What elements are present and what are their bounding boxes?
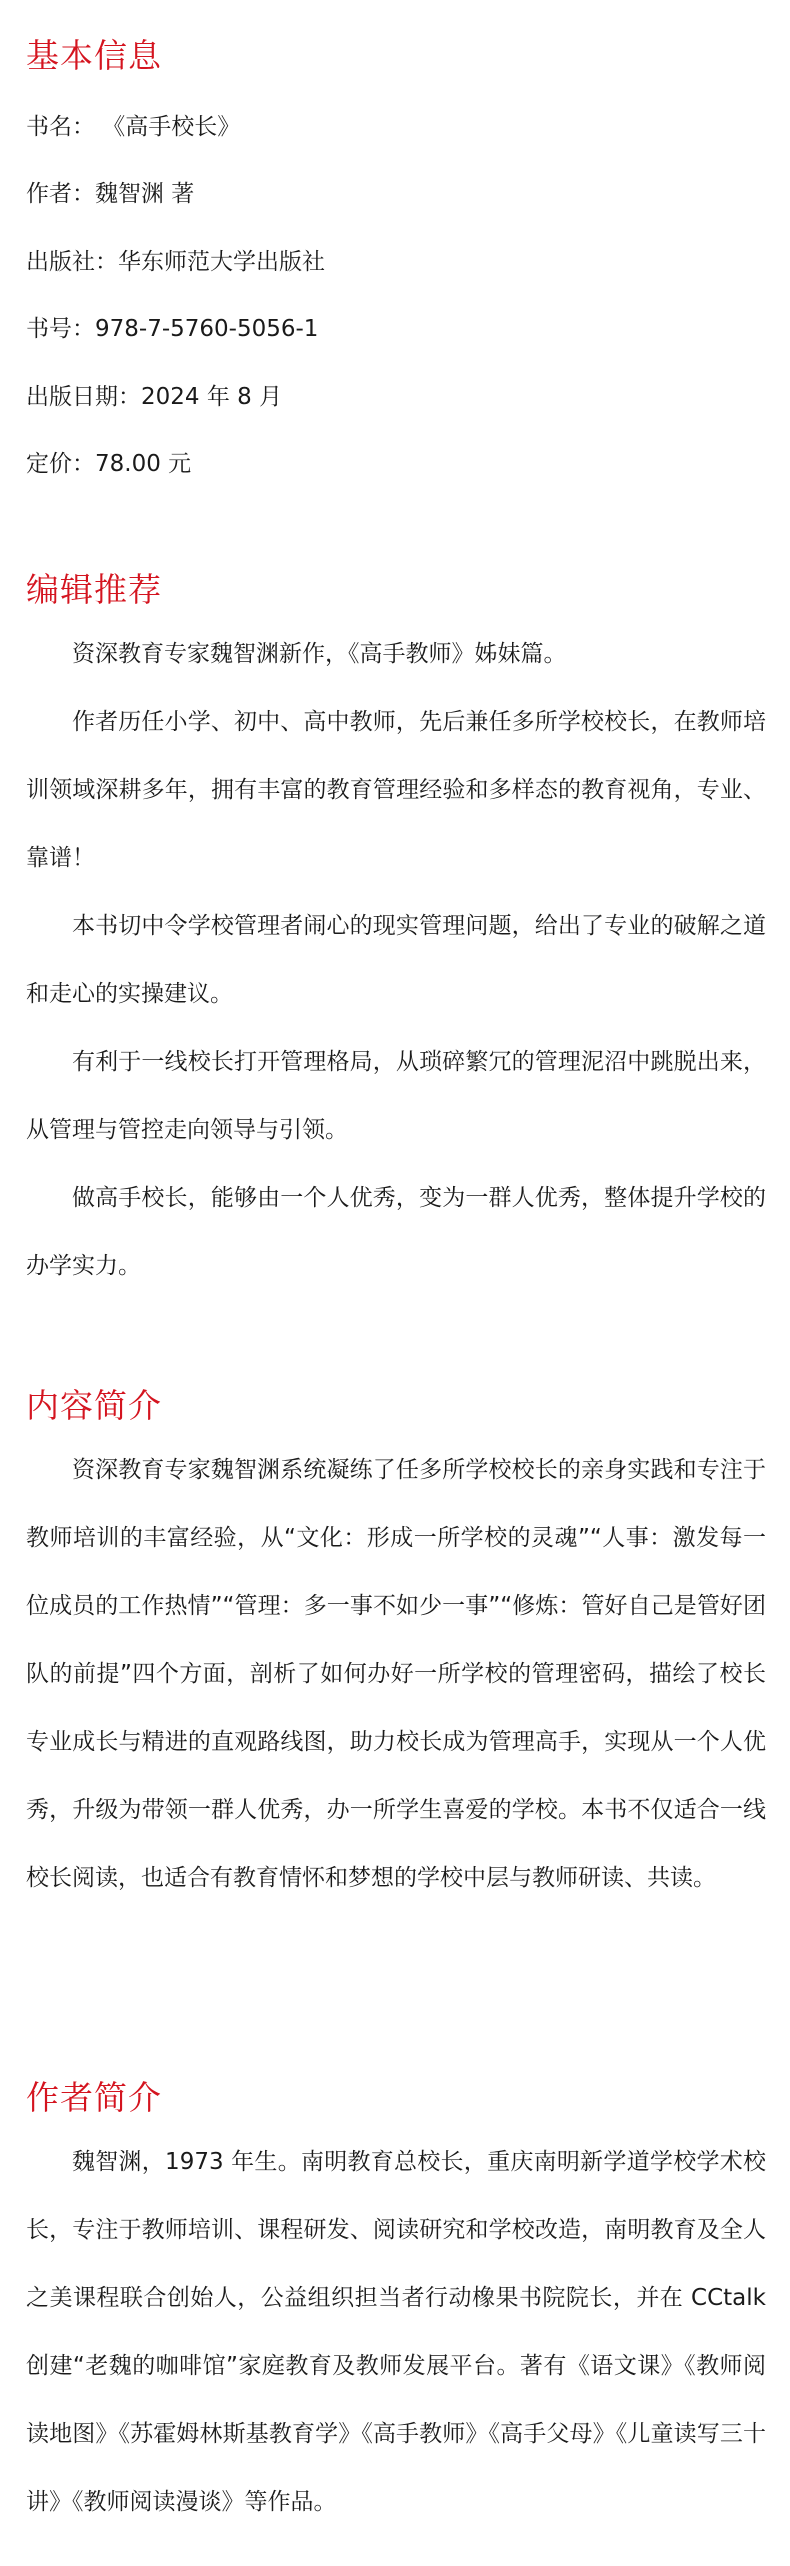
basic-info-heading: 基本信息 [26,36,162,75]
editor-recommend-paragraph: 资深教育专家魏智渊新作，《高手教师》姊妹篇。 [72,641,567,667]
editor-recommend-paragraph: 作者历任小学、初中、高中教师，先后兼任多所学校校长，在教师培训领域深耕多年，拥有丰富的教育管理经验和多样态的教育视角，专业、靠谱！ [26,709,766,871]
book-title-line: 书名： 《高手校长》 [26,114,241,140]
author-intro-paragraph: 魏智渊，1973 年生。南明教育总校长，重庆南明新学道学校学术校长，专注于教师培训、课程研发、阅读研究和学校改造，南明教育及全人之美课程联合创始人，公益组织担当者行动橡果书院院长，并在 CCtalk 创建“老魏的咖啡馆”家庭教育及教师发展平台。著有《语文课》《教师阅读地图》《苏霍姆林斯基教育学》《高手教师》《高手父母》《儿童读写三十讲》《教师阅读漫谈》等作品。 [26,2149,766,2515]
editor-recommend-section [26,568,766,1300]
publish-date-line: 出版日期：2024 年 8 月 [26,384,283,410]
author-line: 作者：魏智渊 著 [26,181,195,207]
editor-recommend-paragraph: 有利于一线校长打开管理格局，从琐碎繁冗的管理泥沼中跳脱出来，从管理与管控走向领导与引领。 [26,1049,766,1143]
content-intro-section [26,1384,766,1912]
isbn-line: 书号：978-7-5760-5056-1 [26,316,319,342]
editor-recommend-heading: 编辑推荐 [26,570,162,609]
content-intro-heading: 内容简介 [26,1386,162,1425]
editor-recommend-paragraph: 做高手校长，能够由一个人优秀，变为一群人优秀，整体提升学校的办学实力。 [26,1185,766,1279]
editor-recommend-paragraph: 本书切中令学校管理者闹心的现实管理问题，给出了专业的破解之道和走心的实操建议。 [26,913,766,1007]
publisher-line: 出版社：华东师范大学出版社 [26,249,325,275]
author-intro-heading: 作者简介 [26,2078,162,2117]
author-intro-section [26,2076,766,2536]
content-intro-paragraph: 资深教育专家魏智渊系统凝练了任多所学校校长的亲身实践和专注于教师培训的丰富经验，从“文化：形成一所学校的灵魂”“人事：激发每一位成员的工作热情”“管理：多一事不如少一事”“修炼：管好自己是管好团队的前提”四个方面，剖析了如何办好一所学校的管理密码，描绘了校长专业成长与精进的直观路线图，助力校长成为管理高手，实现从一个人优秀，升级为带领一群人优秀，办一所学生喜爱的学校。本书不仅适合一线校长阅读，也适合有教育情怀和梦想的学校中层与教师研读、共读。 [26,1457,766,1891]
price-line: 定价：78.00 元 [26,451,192,477]
editor-recommend-body [26,620,766,1300]
content-intro-body [26,1436,766,1912]
author-intro-body [26,2128,766,2536]
basic-info-section [26,34,766,514]
